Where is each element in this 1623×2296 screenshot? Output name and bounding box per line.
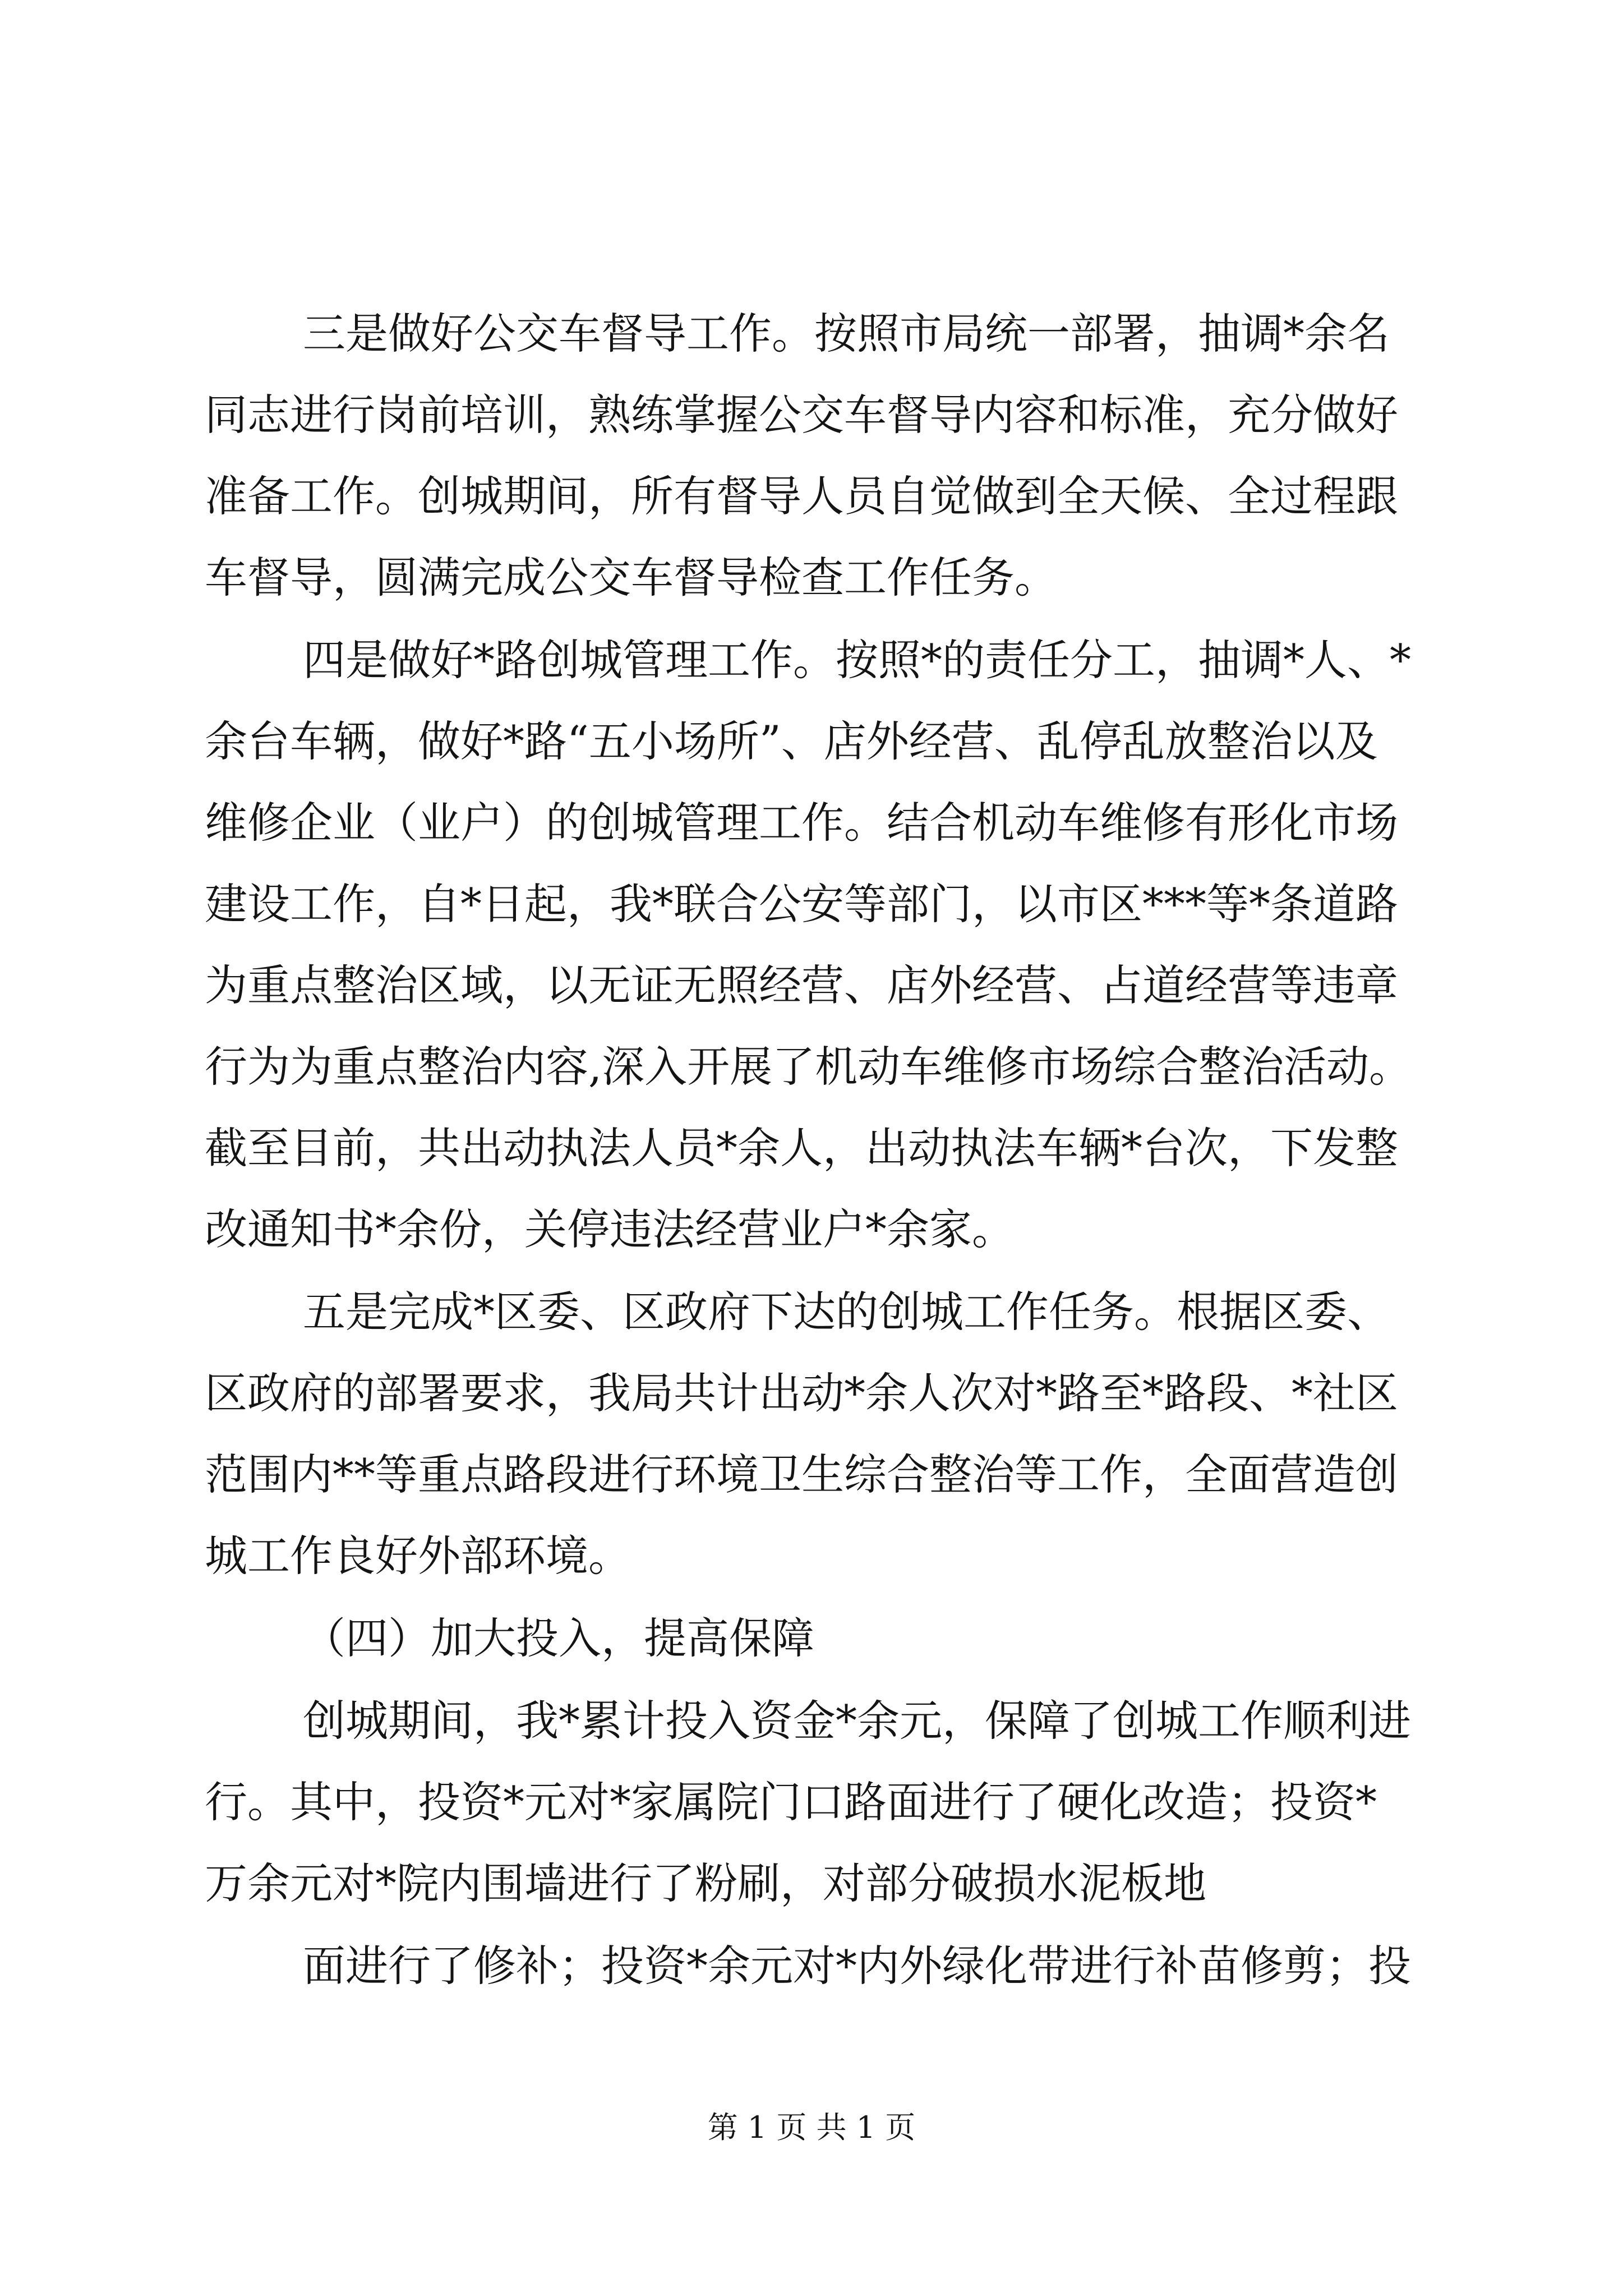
section-heading: （四）加大投入，提高保障 bbox=[303, 1613, 814, 1663]
paragraph-line: 行。其中，投资*元对*家属院门口路面进行了硬化改造；投资* bbox=[205, 1777, 1377, 1827]
paragraph-line: 城工作良好外部环境。 bbox=[205, 1531, 631, 1581]
paragraph-line: 五是完成*区委、区政府下达的创城工作任务。根据区委、 bbox=[303, 1287, 1390, 1337]
paragraph-line: 行为为重点整治内容,深入开展了机动车维修市场综合整治活动。 bbox=[205, 1042, 1412, 1092]
paragraph-line: 余台车辆，做好*路“五小场所”、店外经营、乱停乱放整治以及 bbox=[205, 716, 1378, 766]
paragraph-line: 维修企业（业户）的创城管理工作。结合机动车维修有形化市场 bbox=[205, 798, 1398, 848]
paragraph-line: 准备工作。创城期间，所有督导人员自觉做到全天候、全过程跟 bbox=[205, 471, 1398, 521]
paragraph-line: 创城期间，我*累计投入资金*余元，保障了创城工作顺利进 bbox=[303, 1696, 1411, 1746]
paragraph-line: 面进行了修补；投资*余元对*内外绿化带进行补苗修剪；投 bbox=[303, 1941, 1411, 1991]
paragraph-line: 车督导，圆满完成公交车督导检查工作任务。 bbox=[205, 553, 1057, 602]
paragraph-line: 为重点整治区域，以无证无照经营、店外经营、占道经营等违章 bbox=[205, 960, 1398, 1010]
paragraph-line: 范围内**等重点路段进行环境卫生综合整治等工作，全面营造创 bbox=[205, 1450, 1398, 1499]
page-footer: 第 1 页 共 1 页 bbox=[707, 2110, 916, 2145]
paragraph-line: 同志进行岗前培训，熟练掌握公交车督导内容和标准，充分做好 bbox=[205, 390, 1398, 440]
paragraph-line: 改通知书*余份，关停违法经营业户*余家。 bbox=[205, 1204, 1015, 1254]
paragraph-line: 建设工作，自*日起，我*联合公安等部门，以市区***等*条道路 bbox=[205, 879, 1398, 929]
paragraph-line: 截至目前，共出动执法人员*余人，出动执法车辆*台次，下发整 bbox=[205, 1123, 1398, 1173]
paragraph-line: 三是做好公交车督导工作。按照市局统一部署，抽调*余名 bbox=[303, 309, 1390, 358]
paragraph-line: 区政府的部署要求，我局共计出动*余人次对*路至*路段、*社区 bbox=[205, 1368, 1398, 1418]
paragraph-line: 四是做好*路创城管理工作。按照*的责任分工，抽调*人、* bbox=[303, 635, 1411, 685]
paragraph-line: 万余元对*院内围墙进行了粉刷，对部分破损水泥板地 bbox=[205, 1858, 1206, 1908]
